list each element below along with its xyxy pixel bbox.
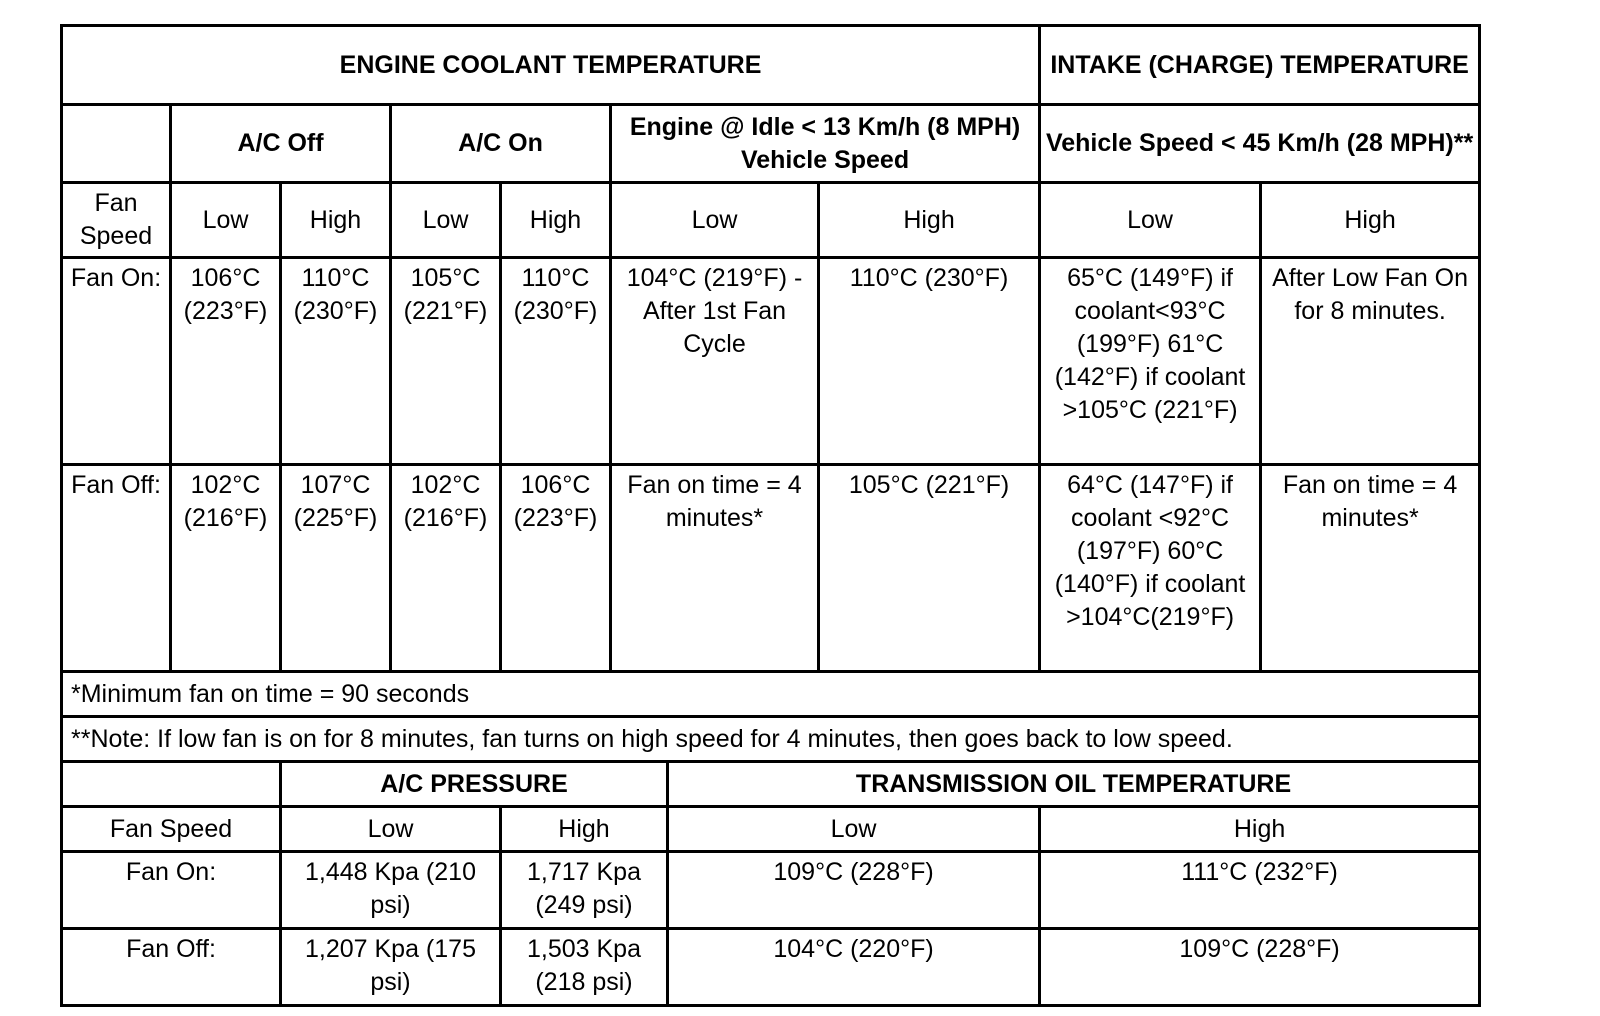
low-fan-note: **Note: If low fan is on for 8 minutes, fan turns on high speed for 4 minutes, then goes back to low speed. — [62, 717, 1480, 762]
ac-off-header: A/C Off — [171, 105, 391, 183]
fan-off-cell: 64°C (147°F) if coolant <92°C (197°F) 60°C (140°F) if coolant >104°C(219°F) — [1040, 465, 1261, 672]
fan-on-cell: 110°C (230°F) — [281, 258, 391, 465]
minimum-fan-note: *Minimum fan on time = 90 seconds — [62, 672, 1480, 717]
pressure-fan-off-row — [62, 929, 1480, 1006]
empty-cell — [62, 105, 171, 183]
fan-on-cell: 104°C (219°F) - After 1st Fan Cycle — [611, 258, 819, 465]
fan-speed-row — [62, 183, 1480, 258]
fan-control-grid — [60, 24, 1481, 1007]
fan-off-cell: Fan on time = 4 minutes* — [611, 465, 819, 672]
fan-speed-cell: Low — [668, 807, 1040, 852]
fan-off-row — [62, 465, 1480, 672]
fan-on-cell: 109°C (228°F) — [668, 852, 1040, 929]
fan-off-label: Fan Off: — [62, 465, 171, 672]
fan-off-cell: 1,207 Kpa (175 psi) — [281, 929, 501, 1006]
fan-off-cell: 107°C (225°F) — [281, 465, 391, 672]
subheader-row — [62, 105, 1480, 183]
fan-speed-cell: High — [1261, 183, 1480, 258]
engine-coolant-header: ENGINE COOLANT TEMPERATURE — [62, 26, 1040, 105]
fan-on-label: Fan On: — [62, 852, 281, 929]
fan-on-cell: 1,717 Kpa (249 psi) — [501, 852, 668, 929]
note-row — [62, 717, 1480, 762]
fan-off-cell: 102°C (216°F) — [391, 465, 501, 672]
intake-temperature-header: INTAKE (CHARGE) TEMPERATURE — [1040, 26, 1480, 105]
fan-on-cell: 1,448 Kpa (210 psi) — [281, 852, 501, 929]
fan-on-cell: 110°C (230°F) — [819, 258, 1040, 465]
fan-off-label: Fan Off: — [62, 929, 281, 1006]
fan-on-label: Fan On: — [62, 258, 171, 465]
engine-idle-header: Engine @ Idle < 13 Km/h (8 MPH) Vehicle Speed — [611, 105, 1040, 183]
pressure-header-row — [62, 762, 1480, 807]
fan-on-cell: 106°C (223°F) — [171, 258, 281, 465]
fan-on-cell: 110°C (230°F) — [501, 258, 611, 465]
fan-on-cell: 111°C (232°F) — [1040, 852, 1480, 929]
empty-cell — [62, 762, 281, 807]
fan-speed-cell: High — [819, 183, 1040, 258]
fan-speed-cell: High — [281, 183, 391, 258]
ac-on-header: A/C On — [391, 105, 611, 183]
fan-on-cell: After Low Fan On for 8 minutes. — [1261, 258, 1480, 465]
ac-pressure-header: A/C PRESSURE — [281, 762, 668, 807]
fan-speed-label: Fan Speed — [62, 807, 281, 852]
fan-off-cell: 105°C (221°F) — [819, 465, 1040, 672]
fan-off-cell: 106°C (223°F) — [501, 465, 611, 672]
pressure-fan-speed-row — [62, 807, 1480, 852]
fan-off-cell: 1,503 Kpa (218 psi) — [501, 929, 668, 1006]
fan-speed-cell: Low — [281, 807, 501, 852]
fan-control-table — [60, 24, 1478, 1007]
header-row — [62, 26, 1480, 105]
vehicle-speed-header: Vehicle Speed < 45 Km/h (28 MPH)** — [1040, 105, 1480, 183]
fan-on-cell: 105°C (221°F) — [391, 258, 501, 465]
fan-speed-cell: Low — [171, 183, 281, 258]
fan-speed-cell: Low — [611, 183, 819, 258]
pressure-fan-on-row — [62, 852, 1480, 929]
fan-on-row — [62, 258, 1480, 465]
fan-speed-label: Fan Speed — [62, 183, 171, 258]
note-row — [62, 672, 1480, 717]
fan-off-cell: 109°C (228°F) — [1040, 929, 1480, 1006]
transmission-oil-header: TRANSMISSION OIL TEMPERATURE — [668, 762, 1480, 807]
fan-on-cell: 65°C (149°F) if coolant<93°C (199°F) 61°C (142°F) if coolant >105°C (221°F) — [1040, 258, 1261, 465]
fan-speed-cell: Low — [391, 183, 501, 258]
fan-off-cell: 102°C (216°F) — [171, 465, 281, 672]
fan-speed-cell: High — [501, 183, 611, 258]
fan-speed-cell: Low — [1040, 183, 1261, 258]
fan-off-cell: Fan on time = 4 minutes* — [1261, 465, 1480, 672]
fan-off-cell: 104°C (220°F) — [668, 929, 1040, 1006]
fan-speed-cell: High — [501, 807, 668, 852]
fan-speed-cell: High — [1040, 807, 1480, 852]
